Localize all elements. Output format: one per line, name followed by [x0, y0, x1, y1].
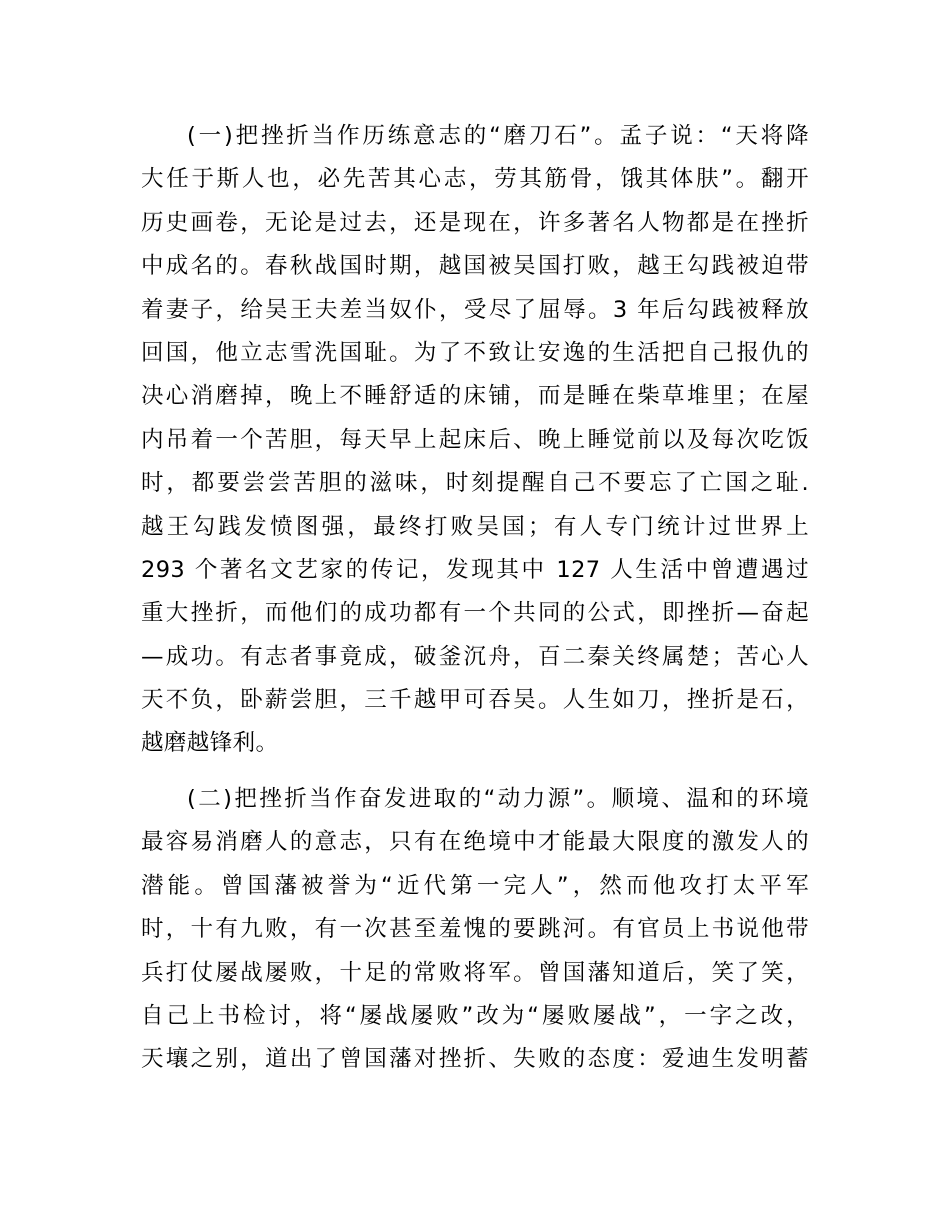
paragraph-line: 越磨越锋利。 [141, 730, 279, 757]
paragraph-line: 越王勾践发愤图强，最终打败吴国；有人专门统计过世界上 [141, 513, 809, 540]
paragraph-line: 天不负，卧薪尝胆，三千越甲可吞吴。人生如刀，挫折是石， [141, 687, 809, 714]
paragraph-line: 重大挫折，而他们的成功都有一个共同的公式，即挫折—奋起 [141, 600, 809, 627]
paragraph-2 [141, 778, 809, 1082]
paragraph-line: 潜能。曾国藩被誉为“近代第一完人”，然而他攻打太平军 [141, 872, 809, 899]
paragraph-line: 兵打仗屡战屡败，十足的常败将军。曾国藩知道后，笑了笑， [141, 959, 809, 986]
paragraph-line: 自己上书检讨，将“屡战屡败”改为“屡败屡战”，一字之改， [141, 1002, 809, 1029]
paragraph-line: —成功。有志者事竟成，破釜沉舟，百二秦关终属楚；苦心人 [141, 643, 809, 670]
paragraph-line: (一)把挫折当作历练意志的“磨刀石”。孟子说：“天将降 [187, 123, 809, 149]
paragraph-line: 回国，他立志雪洗国耻。为了不致让安逸的生活把自己报仇的 [141, 339, 809, 366]
paragraph-line: 293 个著名文艺家的传记，发现其中 127 人生活中曾遭遇过 [141, 556, 809, 583]
paragraph-line: (二)把挫折当作奋发进取的“动力源”。顺境、温和的环境 [187, 786, 809, 812]
paragraph-line: 决心消磨掉，晚上不睡舒适的床铺，而是睡在柴草堆里；在屋 [141, 383, 809, 410]
paragraph-line: 时，都要尝尝苦胆的滋味，时刻提醒自己不要忘了亡国之耻. [141, 470, 809, 497]
paragraph-line: 天壤之别，道出了曾国藩对挫折、失败的态度：爱迪生发明蓄 [141, 1046, 809, 1073]
paragraph-line: 历史画卷，无论是过去，还是现在，许多著名人物都是在挫折 [141, 209, 809, 236]
paragraph-line: 着妻子，给吴王夫差当奴仆，受尽了屈辱。3 年后勾践被释放 [141, 296, 809, 323]
paragraph-1 [141, 115, 809, 766]
paragraph-line: 中成名的。春秋战国时期，越国被吴国打败，越王勾践被迫带 [141, 253, 809, 280]
paragraph-line: 内吊着一个苦胆，每天早上起床后、晚上睡觉前以及每次吃饭 [141, 426, 809, 453]
paragraph-line: 大任于斯人也，必先苦其心志，劳其筋骨，饿其体肤”。翻开 [141, 166, 809, 193]
paragraph-line: 时，十有九败，有一次甚至羞愧的要跳河。有官员上书说他带 [141, 916, 809, 943]
paragraph-line: 最容易消磨人的意志，只有在绝境中才能最大限度的激发人的 [141, 829, 809, 856]
